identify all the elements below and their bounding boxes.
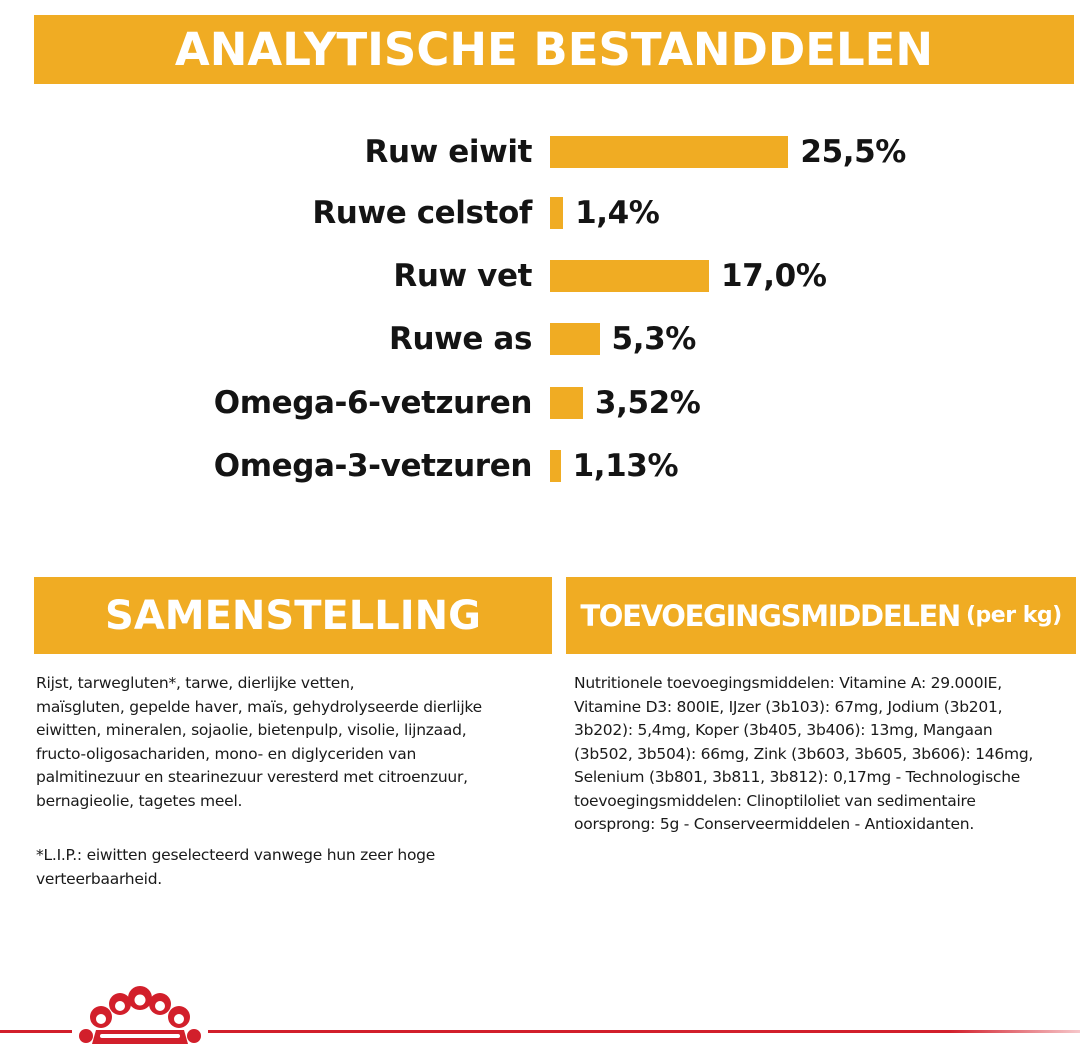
nutrient-bar xyxy=(550,136,788,168)
nutrient-label: Ruwe celstof xyxy=(312,195,532,231)
footer-red-line-right xyxy=(208,1030,1080,1033)
footnote-line: verteerbaarheid. xyxy=(36,869,162,888)
crown-icon xyxy=(70,984,210,1050)
additives-text xyxy=(574,672,1074,837)
nutrient-value: 5,3% xyxy=(611,321,696,357)
nutrient-bar xyxy=(550,260,709,292)
additives-header-banner xyxy=(566,577,1076,654)
additives-line: 3b202): 5,4mg, Koper (3b405, 3b406): 13mg, Mangaan xyxy=(574,721,993,739)
nutrient-bar xyxy=(550,197,563,229)
additives-line: oorsprong: 5g - Conserveermiddelen - Antioxidanten. xyxy=(574,815,974,833)
composition-header-banner xyxy=(34,577,552,654)
nutrient-value: 1,4% xyxy=(575,195,660,231)
nutrient-value: 17,0% xyxy=(720,258,827,294)
footer-red-line-left xyxy=(0,1030,72,1033)
nutrient-bar xyxy=(550,387,583,419)
additives-line: toevoegingsmiddelen: Clinoptiloliet van sedimentaire xyxy=(574,791,976,810)
composition-line: Rijst, tarwegluten*, tarwe, dierlijke vetten, xyxy=(36,674,355,692)
analysis-header-banner xyxy=(34,15,1074,84)
additives-line: Vitamine D3: 800IE, IJzer (3b103): 67mg, Jodium (3b201, xyxy=(574,697,1003,716)
additives-line: Selenium (3b801, 3b811, 3b812): 0,17mg - Technologische xyxy=(574,768,1021,786)
composition-line: bernagieolie, tagetes meel. xyxy=(36,791,243,810)
additives-title-suffix: (per kg) xyxy=(966,603,1062,628)
additives-title: TOEVOEGINGSMIDDELEN xyxy=(580,598,960,633)
footnote-line: *L.I.P.: eiwitten geselecteerd vanwege hun zeer hoge xyxy=(36,846,436,864)
nutrient-value: 3,52% xyxy=(594,385,701,421)
nutrient-label: Ruw eiwit xyxy=(364,134,532,170)
composition-footnote xyxy=(36,844,556,891)
nutrient-value: 1,13% xyxy=(572,448,679,484)
composition-line: fructo-oligosachariden, mono- en diglyceriden van xyxy=(36,744,417,763)
composition-text xyxy=(36,672,556,813)
composition-line: maïsgluten, gepelde haver, maïs, gehydrolyseerde dierlijke xyxy=(36,697,482,716)
composition-title: SAMENSTELLING xyxy=(105,592,481,639)
additives-line: Nutritionele toevoegingsmiddelen: Vitamine A: 29.000IE, xyxy=(574,674,1002,692)
nutrient-label: Ruw vet xyxy=(393,258,532,294)
nutrient-value: 25,5% xyxy=(800,134,906,170)
nutrient-label: Ruwe as xyxy=(389,321,532,357)
nutrient-label: Omega-3-vetzuren xyxy=(213,448,532,484)
analysis-title: ANALYTISCHE BESTANDDELEN xyxy=(174,23,934,76)
composition-line: palmitinezuur en stearinezuur veresterd met citroenzuur, xyxy=(36,768,468,786)
composition-line: eiwitten, mineralen, sojaolie, bietenpulp, visolie, lijnzaad, xyxy=(36,721,467,739)
additives-line: (3b502, 3b504): 66mg, Zink (3b603, 3b605, 3b606): 146mg, xyxy=(574,744,1034,763)
nutrient-label: Omega-6-vetzuren xyxy=(213,385,532,421)
nutrient-bar xyxy=(550,450,561,482)
nutrient-bar xyxy=(550,323,600,355)
